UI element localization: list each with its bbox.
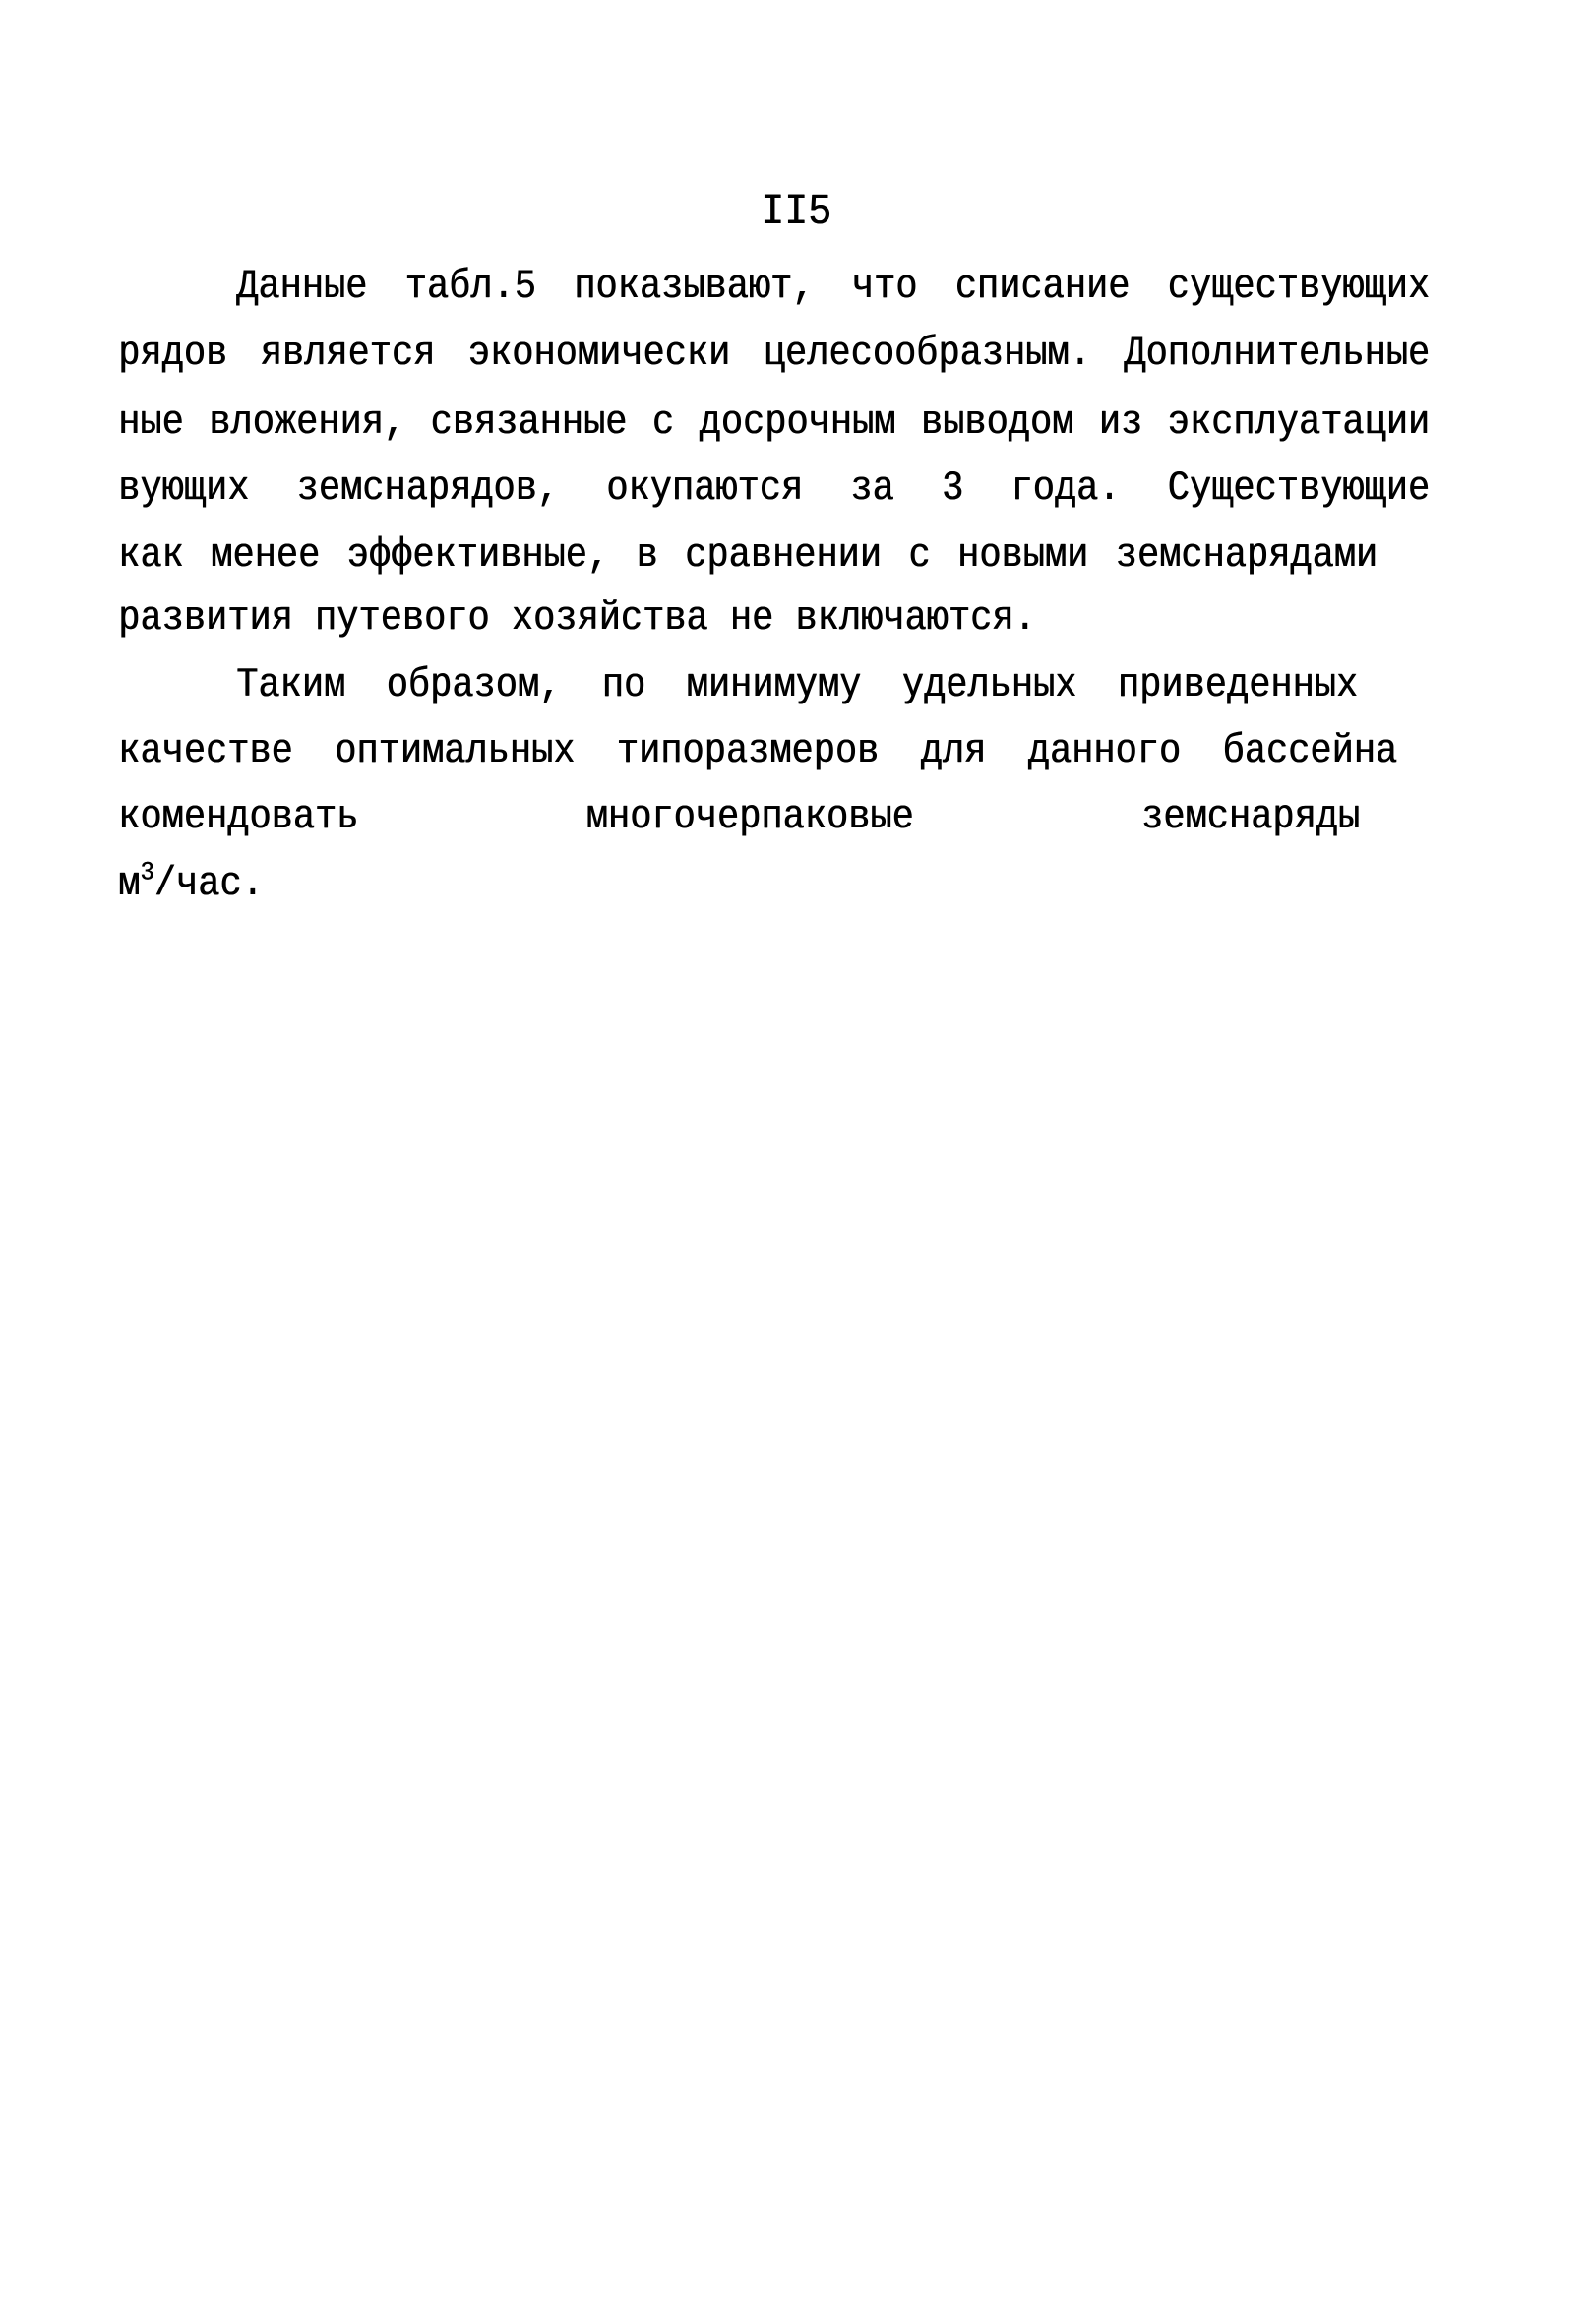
text-line-unit — [118, 860, 264, 908]
text-line: ные вложения, связанные с досрочным выводом из эксплуатации — [118, 399, 1430, 447]
text-line: комендовать многочерпаковые земснаряды — [118, 794, 1360, 841]
text-line: вующих земснарядов, окупаются за 3 года. Существующие — [118, 465, 1430, 513]
text-line: Данные табл.5 показывают, что списание существующих — [236, 264, 1430, 311]
text-line: развития путевого хозяйства не включаются. — [118, 595, 1036, 642]
text-line: Таким образом, по минимуму удельных приведенных — [236, 662, 1358, 709]
page-number: II5 — [760, 188, 831, 238]
superscript: 3 — [140, 858, 154, 888]
unit-rest: /час. — [153, 861, 264, 908]
unit: м — [118, 861, 141, 908]
text-line: рядов является экономически целесообразным. Дополнительные — [118, 331, 1430, 378]
text-line: качестве оптимальных типоразмеров для данного бассейна — [118, 728, 1397, 775]
text-line: как менее эффективные, в сравнении с новыми земснарядами — [118, 532, 1378, 580]
